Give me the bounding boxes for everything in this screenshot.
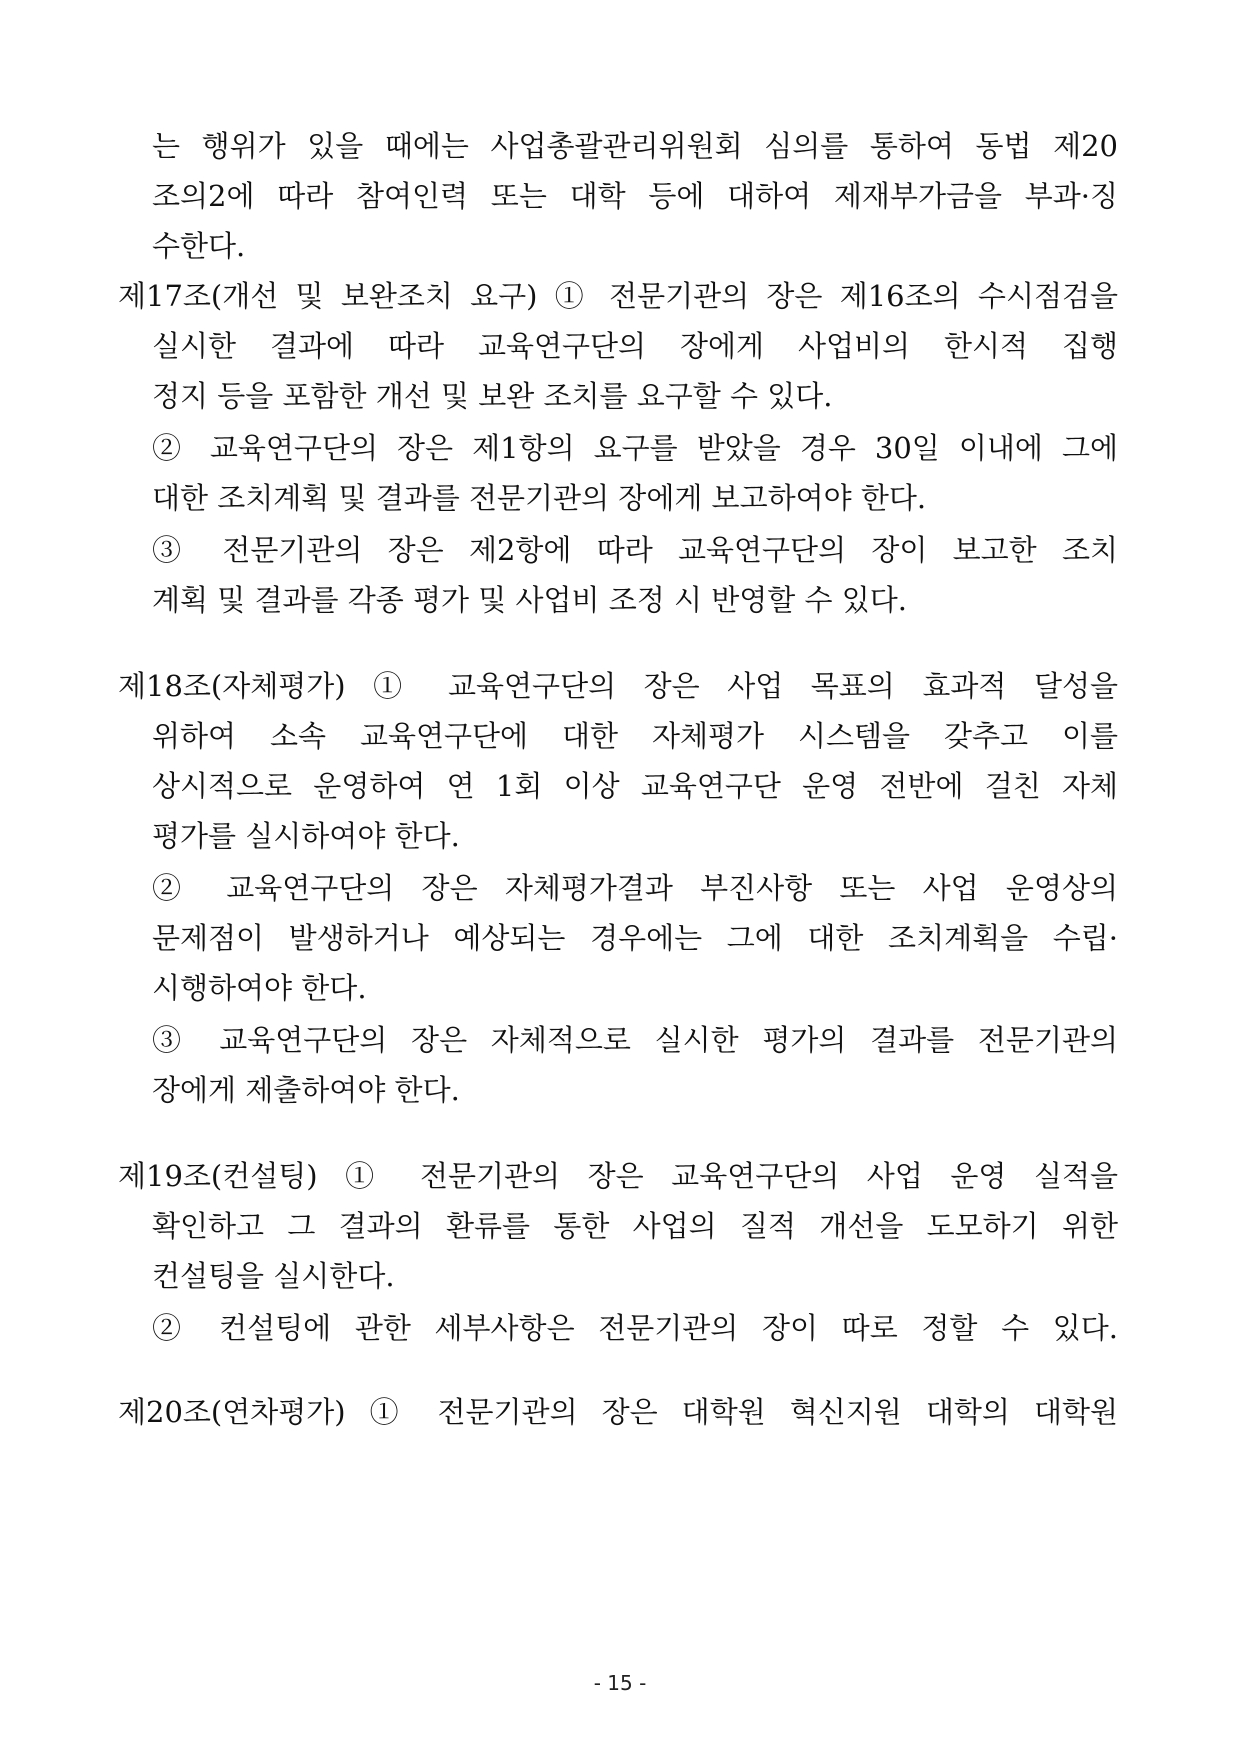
text-line: 조의2에 따라 참여인력 또는 대학 등에 대하여 제재부가금을 부과·징 (152, 179, 1118, 213)
text-line: 시행하여야 한다. (152, 971, 367, 1005)
text-line: 정지 등을 포함한 개선 및 보완 조치를 요구할 수 있다. (152, 379, 833, 413)
text-line: 수한다. (152, 229, 246, 263)
text-line: 컨설팅을 실시한다. (152, 1259, 395, 1293)
text-line: 상시적으로 운영하여 연 1회 이상 교육연구단 운영 전반에 걸친 자체 (152, 769, 1118, 803)
paragraph-2-line: ② 교육연구단의 장은 자체평가결과 부진사항 또는 사업 운영상의 (152, 871, 1118, 905)
article-17-heading-line: 제17조(개선 및 보완조치 요구) ① 전문기관의 장은 제16조의 수시점검을 (118, 279, 1118, 313)
article-19-heading-line: 제19조(컨설팅) ① 전문기관의 장은 교육연구단의 사업 운영 실적을 (118, 1159, 1118, 1193)
text-line: 평가를 실시하여야 한다. (152, 819, 460, 853)
paragraph-3-line: ③ 교육연구단의 장은 자체적으로 실시한 평가의 결과를 전문기관의 (152, 1023, 1118, 1057)
text-line: 대한 조치계획 및 결과를 전문기관의 장에게 보고하여야 한다. (152, 481, 927, 515)
text-line: 는 행위가 있을 때에는 사업총괄관리위원회 심의를 통하여 동법 제20 (152, 129, 1118, 163)
page-number: - 15 - (593, 1671, 647, 1695)
text-line: 실시한 결과에 따라 교육연구단의 장에게 사업비의 한시적 집행 (152, 329, 1118, 363)
text-line: 확인하고 그 결과의 환류를 통한 사업의 질적 개선을 도모하기 위한 (152, 1209, 1118, 1243)
paragraph-2-line: ② 교육연구단의 장은 제1항의 요구를 받았을 경우 30일 이내에 그에 (152, 431, 1118, 465)
paragraph-3-line: ③ 전문기관의 장은 제2항에 따라 교육연구단의 장이 보고한 조치 (152, 533, 1118, 567)
text-line: 계획 및 결과를 각종 평가 및 사업비 조정 시 반영할 수 있다. (152, 583, 907, 617)
text-line: 문제점이 발생하거나 예상되는 경우에는 그에 대한 조치계획을 수립· (152, 921, 1118, 955)
article-20-heading-line: 제20조(연차평가) ① 전문기관의 장은 대학원 혁신지원 대학의 대학원 (118, 1395, 1118, 1429)
text-line: 장에게 제출하여야 한다. (152, 1073, 460, 1107)
paragraph-2-line: ② 컨설팅에 관한 세부사항은 전문기관의 장이 따로 정할 수 있다. (152, 1311, 1118, 1345)
text-line: 위하여 소속 교육연구단에 대한 자체평가 시스템을 갖추고 이를 (152, 719, 1118, 753)
article-18-heading-line: 제18조(자체평가) ① 교육연구단의 장은 사업 목표의 효과적 달성을 (118, 669, 1118, 703)
